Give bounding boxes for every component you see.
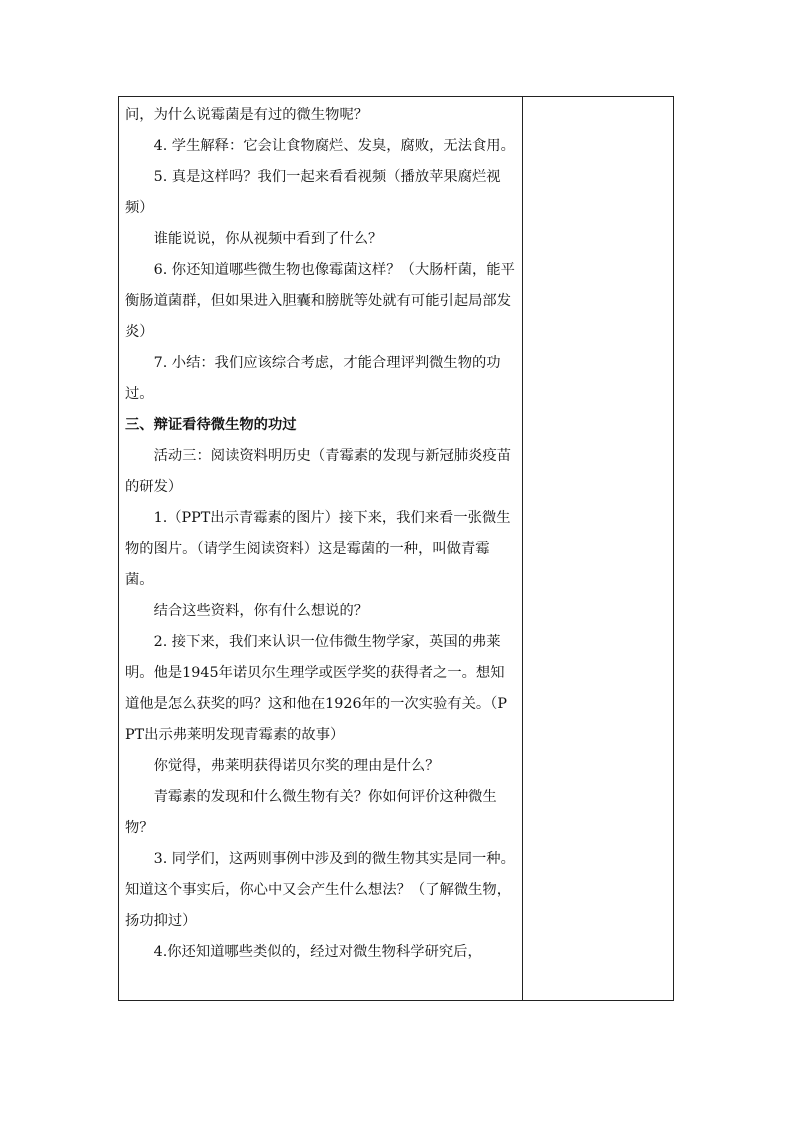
paragraph-8: 活动三：阅读资料明历史（青霉素的发现与新冠肺炎疫苗的研发）	[125, 448, 512, 495]
paragraph-12: 你觉得，弗莱明获得诺贝尔奖的理由是什么？	[153, 758, 440, 774]
paragraph-5: 6. 你还知道哪些微生物也像霉菌这样？（大肠杆菌，能平衡肠道菌群，但如果进入胆囊和膀胱等处就有可能引起局部发炎）	[125, 262, 515, 340]
notes-cell	[522, 97, 673, 1000]
paragraph-3: 5. 真是这样吗？我们一起来看看视频（播放苹果腐烂视频）	[125, 169, 501, 216]
paragraph-6: 7. 小结：我们应该综合考虑，才能合理评判微生物的功过。	[125, 355, 501, 402]
paragraph-10: 结合这些资料，你有什么想说的？	[153, 603, 369, 619]
paragraph-1: 问，为什么说霉菌是有过的微生物呢？	[125, 107, 369, 123]
section-heading: 三、辩证看待微生物的功过	[125, 417, 297, 433]
paragraph-2: 4. 学生解释：它会让食物腐烂、发臭，腐败，无法食用。	[153, 138, 515, 154]
lesson-table	[118, 96, 674, 1001]
paragraph-11: 2. 接下来，我们来认识一位伟微生物学家，英国的弗莱明。他是1945年诺贝尔生理学或医学奖的获得者之一。想知道他是怎么获奖的吗？这和他在1926年的一次实验有关。（PPT出示弗莱明发现青霉素的故事）	[125, 634, 507, 743]
paragraph-9: 1.（PPT出示青霉素的图片）接下来，我们来看一张微生物的图片。（请学生阅读资料）这是霉菌的一种，叫做青霉菌。	[125, 510, 511, 588]
paragraph-14: 3. 同学们，这两则事例中涉及到的微生物其实是同一种。知道这个事实后，你心中又会产生什么想法？（了解微生物，扬功抑过）	[125, 851, 515, 929]
paragraph-4: 谁能说说，你从视频中看到了什么？	[153, 231, 383, 247]
lesson-content-cell	[119, 97, 523, 1000]
paragraph-13: 青霉素的发现和什么微生物有关？你如何评价这种微生物？	[125, 789, 497, 836]
paragraph-15: 4.你还知道哪些类似的，经过对微生物科学研究后，	[153, 944, 482, 960]
